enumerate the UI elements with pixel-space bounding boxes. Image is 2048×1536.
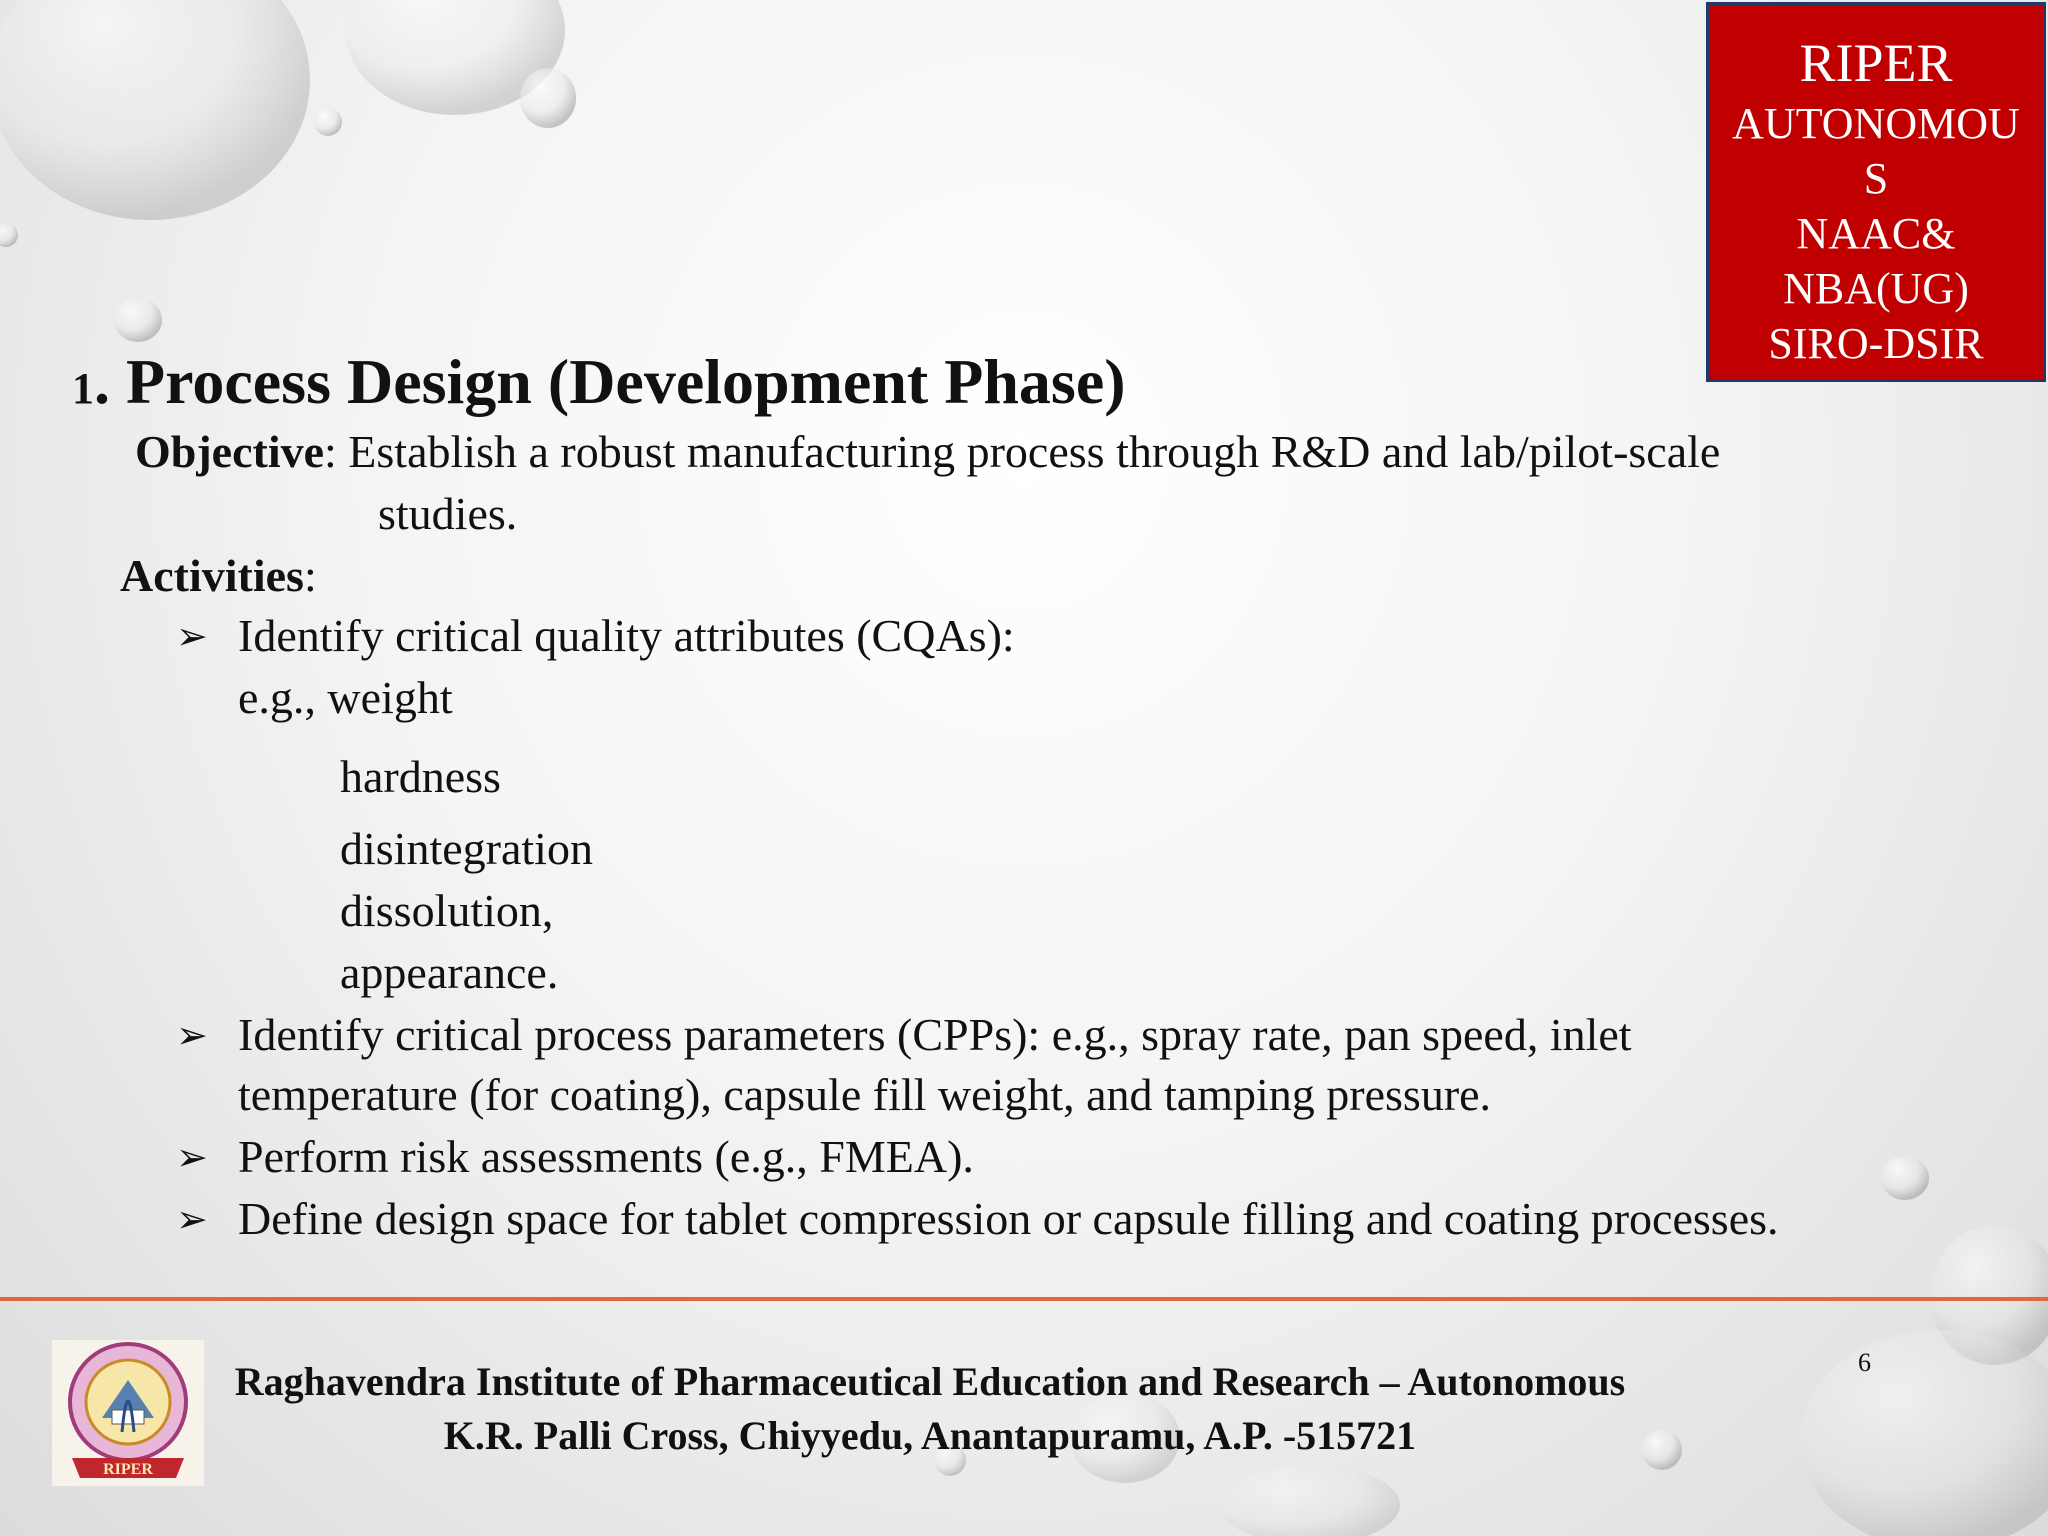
slide-title-number: 1 bbox=[72, 364, 94, 413]
arrow-bullet-icon: ➢ bbox=[176, 1015, 208, 1057]
objective-label: Objective bbox=[135, 426, 325, 477]
objective-line bbox=[135, 425, 1720, 478]
arrow-bullet-icon: ➢ bbox=[176, 1199, 208, 1241]
logo-riper-text: RIPER bbox=[103, 1461, 153, 1478]
cqa-example-disintegration: disintegration bbox=[340, 823, 593, 874]
institution-badge bbox=[1706, 2, 2046, 382]
drop-decoration bbox=[0, 0, 310, 220]
slide-title bbox=[72, 345, 1126, 419]
drop-decoration bbox=[114, 298, 162, 342]
arrow-bullet-icon: ➢ bbox=[176, 1137, 208, 1179]
bullet-text: Identify critical quality attributes (CQAs): bbox=[238, 610, 1015, 661]
footer-address: K.R. Palli Cross, Chiyyedu, Anantapuramu, A.P. -515721 bbox=[443, 1413, 1417, 1458]
arrow-bullet-icon: ➢ bbox=[176, 616, 208, 658]
drop-decoration bbox=[520, 68, 576, 128]
bullet-item-risk bbox=[176, 1130, 974, 1183]
badge-line-autonomous-1: AUTONOMOU bbox=[1732, 99, 2020, 148]
objective-text: : Establish a robust manufacturing process through R&D and lab/pilot-scale bbox=[324, 426, 1721, 477]
bullet-item-design-space bbox=[176, 1192, 1779, 1245]
cqa-example-appearance: appearance. bbox=[340, 947, 559, 998]
objective-continuation: studies. bbox=[378, 488, 518, 539]
badge-line-nba: NBA(UG) bbox=[1783, 264, 1969, 313]
bullet-text: Perform risk assessments (e.g., FMEA). bbox=[238, 1131, 974, 1182]
badge-line-autonomous-2: S bbox=[1863, 154, 1889, 203]
bullet-item-cqa bbox=[176, 609, 1015, 662]
cqa-example-dissolution: dissolution, bbox=[340, 885, 554, 936]
bullet-text: Define design space for tablet compression or capsule filling and coating processes. bbox=[238, 1193, 1779, 1244]
badge-line-naac: NAAC& bbox=[1796, 209, 1956, 258]
footer-divider bbox=[0, 1297, 2048, 1301]
institute-logo bbox=[52, 1340, 204, 1486]
cpp-continuation: temperature (for coating), capsule fill weight, and tamping pressure. bbox=[238, 1069, 1492, 1120]
bullet-item-cpp bbox=[176, 1008, 1632, 1061]
drop-decoration bbox=[1881, 1156, 1929, 1200]
drop-decoration bbox=[1800, 1330, 2048, 1536]
cqa-example-lead: e.g., weight bbox=[238, 672, 453, 723]
activities-label: Activities bbox=[120, 550, 304, 601]
drop-decoration bbox=[314, 108, 342, 136]
badge-line-riper: RIPER bbox=[1799, 33, 1953, 93]
activities-heading bbox=[120, 549, 317, 602]
bullet-text: Identify critical process parameters (CPPs): e.g., spray rate, pan speed, inlet bbox=[238, 1009, 1632, 1060]
cqa-example-hardness: hardness bbox=[340, 751, 501, 802]
footer-institute-name: Raghavendra Institute of Pharmaceutical Education and Research – Autonomous bbox=[234, 1359, 1626, 1404]
drop-decoration bbox=[0, 223, 18, 247]
drop-decoration bbox=[1220, 1465, 1400, 1536]
activities-colon: : bbox=[303, 550, 317, 601]
slide-title-text: . Process Design (Development Phase) bbox=[94, 346, 1126, 417]
page-number: 6 bbox=[1858, 1348, 1871, 1377]
badge-line-siro: SIRO-DSIR bbox=[1768, 319, 1984, 368]
